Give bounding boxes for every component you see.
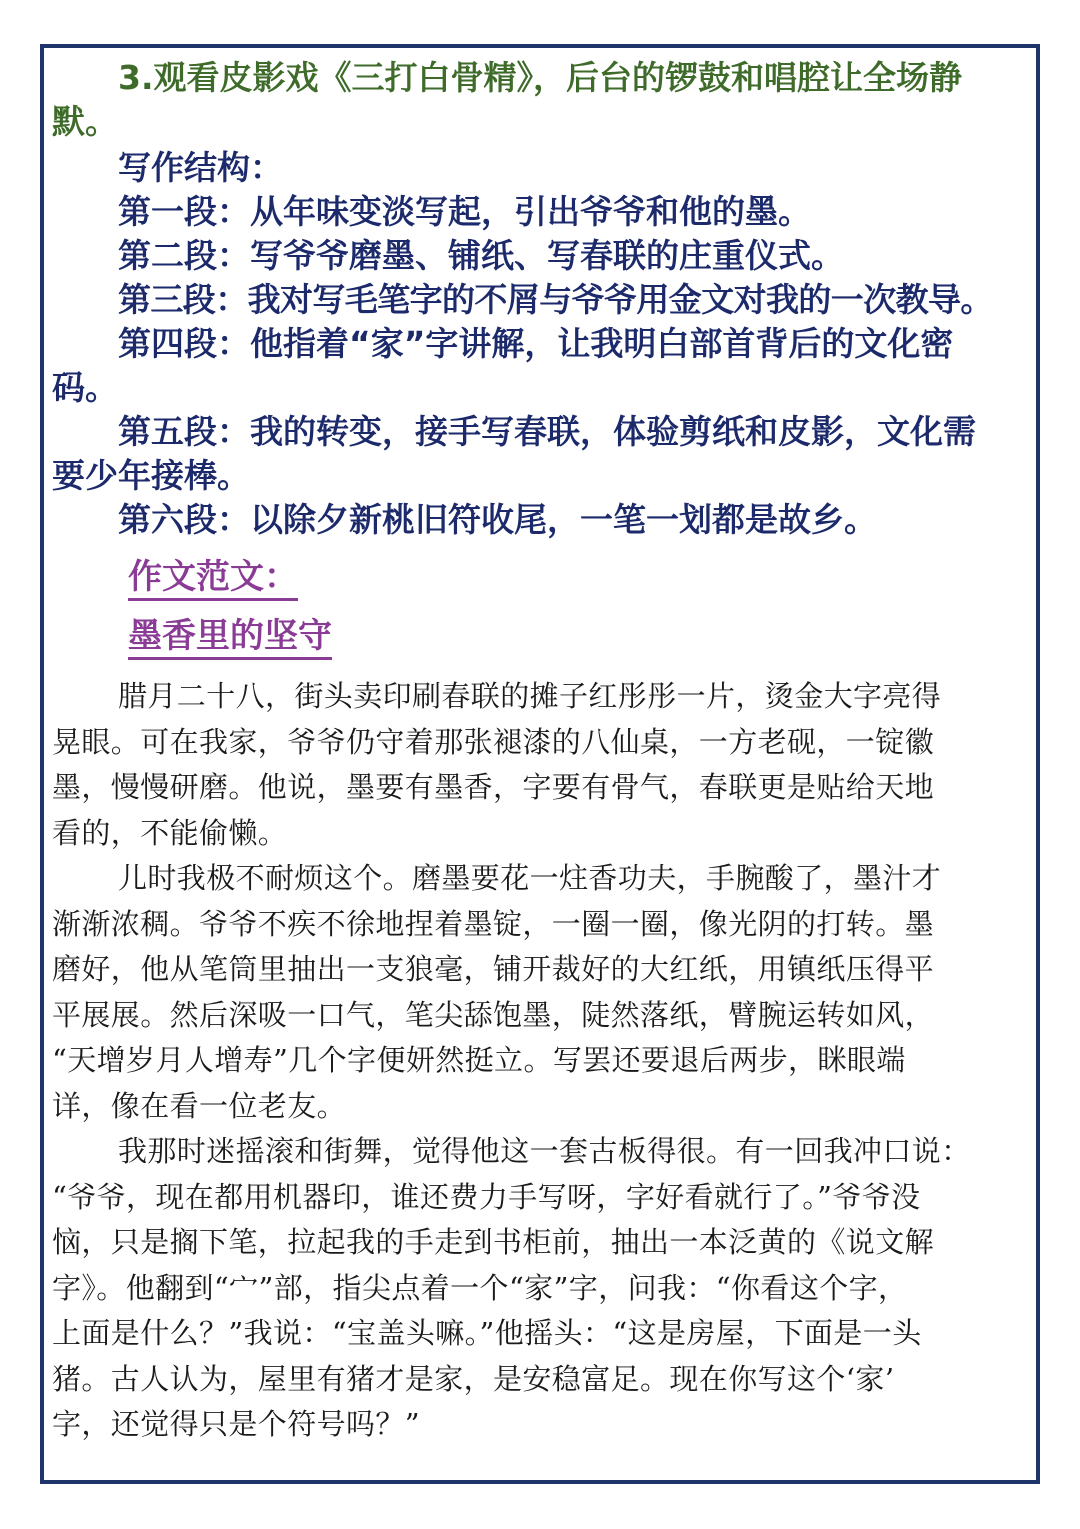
essay-line: 腊月二十八，街头卖印刷春联的摊子红彤彤一片，烫金大字亮得 <box>118 679 942 713</box>
essay-line: 详，像在看一位老友。 <box>52 1088 347 1123</box>
outline-line: 码。 <box>52 368 118 407</box>
essay-line: “爷爷，现在都用机器印，谁还费力手写呀，字好看就行了。”爷爷没 <box>52 1179 921 1214</box>
essay-line: 晃眼。可在我家，爷爷仍守着那张褪漆的八仙桌，一方老砚，一锭徽 <box>52 724 935 759</box>
document-content <box>52 52 1030 1448</box>
essay-line: 上面是什么？”我说：“宝盖头嘛。”他摇头：“这是房屋，下面是一头 <box>52 1316 922 1350</box>
outline-line: 第四段：他指着“家”字讲解，让我明白部首背后的文化密 <box>118 324 954 363</box>
outline-line: 第五段：我的转变，接手写春联，体验剪纸和皮影，文化需 <box>118 412 976 451</box>
outline-heading: 写作结构： <box>118 148 283 187</box>
essay-line: 我那时迷摇滚和街舞，觉得他这一套古板得很。有一回我冲口说： <box>118 1134 971 1168</box>
outline-line: 第一段：从年味变淡写起，引出爷爷和他的墨。 <box>118 192 811 231</box>
outline-line: 第三段：我对写毛笔字的不屑与爷爷用金文对我的一次教导。 <box>118 280 993 319</box>
essay-line: 渐渐浓稠。爷爷不疾不徐地捏着墨锭，一圈一圈，像光阴的打转。墨 <box>52 906 935 941</box>
essay-body <box>52 674 1030 1448</box>
prompt-line-2: 默。 <box>52 102 118 141</box>
essay-line: 墨，慢慢研磨。他说，墨要有墨香，字要有骨气，春联更是贴给天地 <box>52 770 935 804</box>
essay-label: 作文范文： <box>128 556 298 601</box>
prompt-line-1: 3.观看皮影戏《三打白骨精》，后台的锣鼓和唱腔让全场静 <box>118 58 962 97</box>
prompt-section <box>52 56 1030 144</box>
outline-line: 要少年接棒。 <box>52 456 250 495</box>
essay-line: 看的，不能偷懒。 <box>52 815 288 850</box>
essay-header <box>52 556 1030 660</box>
outline-line: 第二段：写爷爷磨墨、铺纸、写春联的庄重仪式。 <box>118 236 844 275</box>
essay-line: “天增岁月人增寿”几个字便妍然挺立。写罢还要退后两步，眯眼端 <box>52 1043 906 1077</box>
essay-line: 字》。他翻到“宀”部，指尖点着一个“家”字，问我：“你看这个字， <box>52 1270 908 1305</box>
essay-line: 平展展。然后深吸一口气，笔尖舔饱墨，陡然落纸，臂腕运转如风， <box>52 997 935 1032</box>
essay-line: 儿时我极不耐烦这个。磨墨要花一炷香功夫，手腕酸了，墨汁才 <box>118 861 942 895</box>
essay-line: 猪。古人认为，屋里有猪才是家，是安稳富足。现在你写这个‘家’ <box>52 1361 895 1396</box>
essay-line: 字，还觉得只是个符号吗？” <box>52 1407 421 1441</box>
essay-title: 墨香里的坚守 <box>128 615 332 660</box>
outline-line: 第六段：以除夕新桃旧符收尾，一笔一划都是故乡。 <box>118 500 877 539</box>
essay-line: 恼，只是搁下笔，拉起我的手走到书柜前，抽出一本泛黄的《说文解 <box>52 1225 935 1259</box>
essay-line: 磨好，他从笔筒里抽出一支狼毫，铺开裁好的大红纸，用镇纸压得平 <box>52 952 935 986</box>
outline-section <box>52 146 1030 542</box>
